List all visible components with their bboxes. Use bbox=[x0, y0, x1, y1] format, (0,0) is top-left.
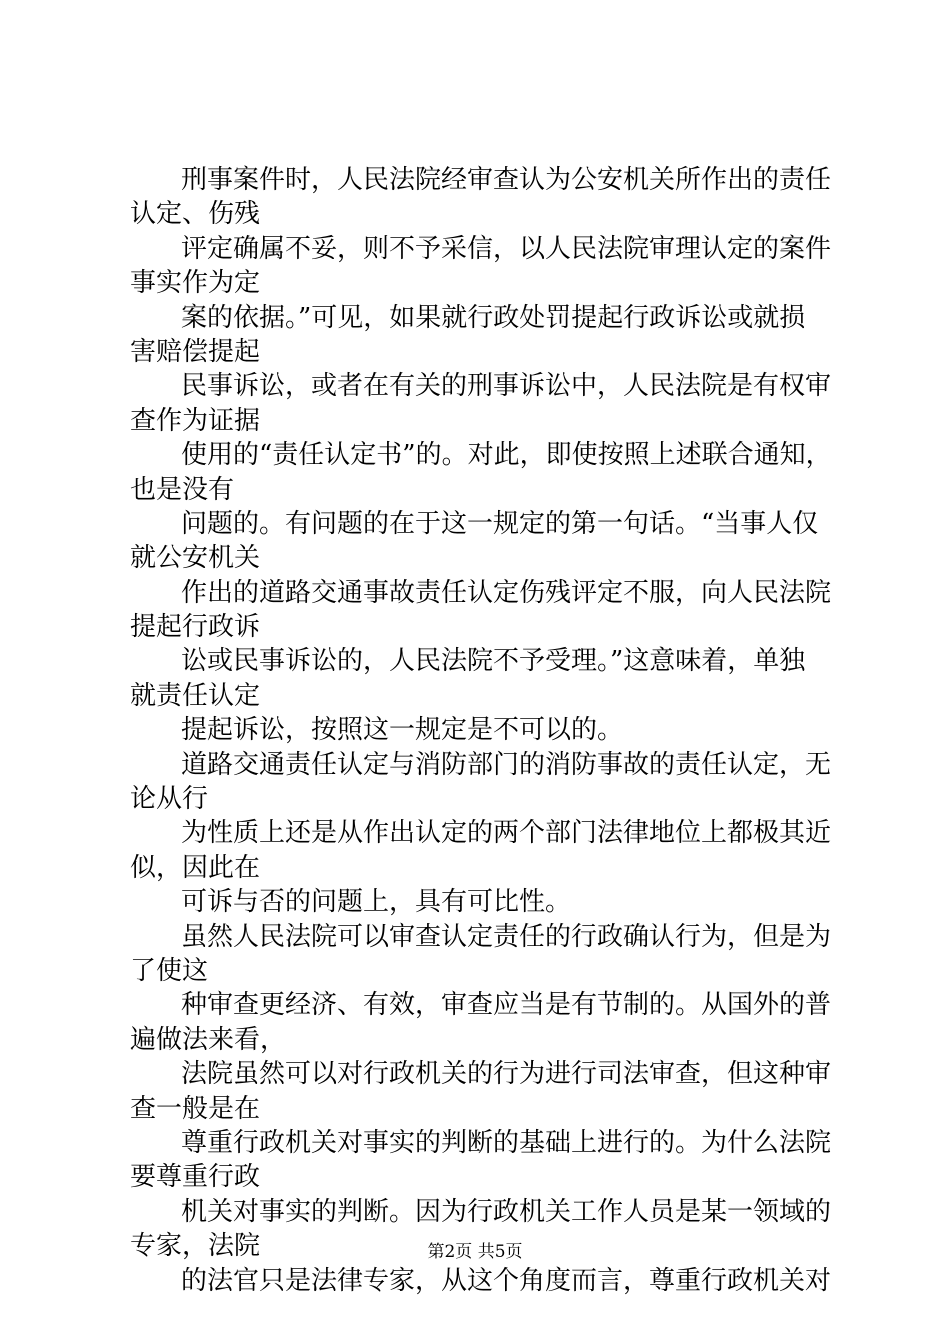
text-line: 道路交通责任认定与消防部门的消防事故的责任认定，无 bbox=[181, 749, 832, 780]
page-footer: 第2页 共5页 bbox=[427, 1242, 523, 1262]
text-line: 作出的道路交通事故责任认定伤残评定不服，向人民法院 bbox=[181, 577, 832, 608]
text-line: 专家，法院 bbox=[130, 1231, 261, 1262]
text-line: 也是没有 bbox=[130, 474, 235, 505]
text-line: 案的依据。”可见，如果就行政处罚提起行政诉讼或就损 bbox=[181, 302, 806, 333]
text-line: 的法官只是法律专家，从这个角度而言，尊重行政机关对 bbox=[181, 1265, 832, 1296]
text-line: 查作为证据 bbox=[130, 405, 261, 436]
text-line: 就责任认定 bbox=[130, 680, 261, 711]
text-line: 刑事案件时，人民法院经审查认为公安机关所作出的责任 bbox=[181, 165, 832, 195]
text-line: 机关对事实的判断。因为行政机关工作人员是某一领域的 bbox=[181, 1196, 832, 1227]
text-line: 遍做法来看， bbox=[130, 1024, 287, 1055]
text-line: 认定、伤残 bbox=[130, 199, 261, 230]
text-line: 提起诉讼，按照这一规定是不可以的。 bbox=[181, 715, 624, 746]
text-line: 问题的。有问题的在于这一规定的第一句话。“当事人仅 bbox=[181, 508, 819, 539]
text-line: 为性质上还是从作出认定的两个部门法律地位上都极其近 bbox=[181, 818, 832, 849]
text-line: 使用的“责任认定书”的。对此，即使按照上述联合通知， bbox=[181, 440, 832, 471]
text-line: 提起行政诉 bbox=[130, 612, 261, 643]
text-line: 种审查更经济、有效，审查应当是有节制的。从国外的普 bbox=[181, 990, 832, 1021]
text-line: 似，因此在 bbox=[130, 852, 261, 883]
text-line: 民事诉讼，或者在有关的刑事诉讼中，人民法院是有权审 bbox=[181, 371, 832, 402]
text-line: 尊重行政机关对事实的判断的基础上进行的。为什么法院 bbox=[181, 1127, 832, 1158]
text-line: 害赔偿提起 bbox=[130, 336, 261, 367]
text-line: 了使这 bbox=[130, 955, 209, 986]
text-line: 论从行 bbox=[130, 784, 209, 815]
text-line: 可诉与否的问题上，具有可比性。 bbox=[181, 887, 572, 918]
text-line: 法院虽然可以对行政机关的行为进行司法审查，但这种审 bbox=[181, 1059, 832, 1090]
text-line: 事实作为定 bbox=[130, 268, 261, 299]
document-body bbox=[130, 163, 850, 1298]
text-line: 评定确属不妥，则不予采信，以人民法院审理认定的案件 bbox=[181, 233, 832, 264]
text-line: 查一般是在 bbox=[130, 1093, 261, 1124]
text-line: 就公安机关 bbox=[130, 543, 261, 574]
text-line: 讼或民事诉讼的，人民法院不予受理。”这意味着，单独 bbox=[181, 646, 806, 677]
text-line: 要尊重行政 bbox=[130, 1162, 261, 1193]
text-line: 虽然人民法院可以审查认定责任的行政确认行为，但是为 bbox=[181, 921, 832, 952]
